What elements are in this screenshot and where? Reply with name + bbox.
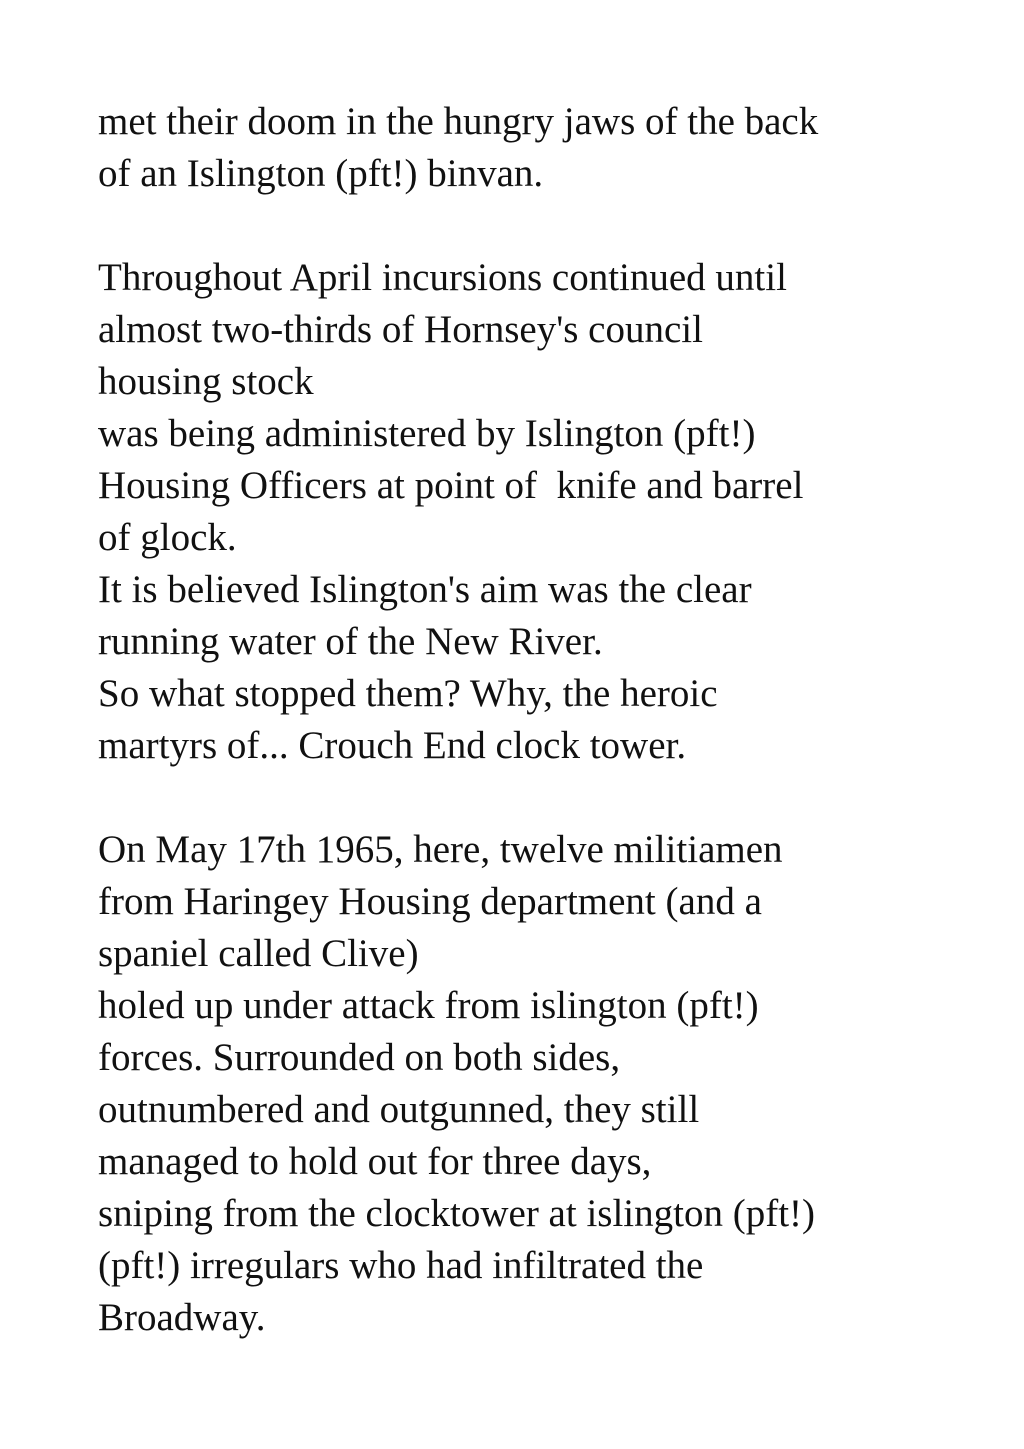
text-line: met their doom in the hungry jaws of the back <box>98 100 819 143</box>
text-line: of an Islington (pft!) binvan. <box>98 152 544 195</box>
text-line: was being administered by Islington (pft!) <box>98 412 756 455</box>
text-line: managed to hold out for three days, <box>98 1140 652 1183</box>
text-line: almost two-thirds of Hornsey's council <box>98 308 703 351</box>
text-line: from Haringey Housing department (and a <box>98 880 762 923</box>
text-line: spaniel called Clive) <box>98 932 419 975</box>
text-line: forces. Surrounded on both sides, <box>98 1036 621 1079</box>
body-text <box>98 96 978 1344</box>
text-line: (pft!) irregulars who had infiltrated the <box>98 1244 704 1287</box>
text-line: holed up under attack from islington (pft!) <box>98 984 759 1027</box>
text-line: Housing Officers at point of knife and barrel <box>98 464 804 507</box>
text-line: Broadway. <box>98 1296 266 1339</box>
paragraph-break <box>98 200 978 252</box>
text-line: running water of the New River. <box>98 620 603 663</box>
text-line: sniping from the clocktower at islington (pft!) <box>98 1192 816 1235</box>
text-line: Throughout April incursions continued until <box>98 256 787 299</box>
paragraph-break <box>98 772 978 824</box>
text-line: outnumbered and outgunned, they still <box>98 1088 700 1131</box>
text-line: So what stopped them? Why, the heroic <box>98 672 718 715</box>
text-line: of glock. <box>98 516 237 559</box>
text-line: housing stock <box>98 360 314 403</box>
text-line: It is believed Islington's aim was the clear <box>98 568 752 611</box>
text-line: On May 17th 1965, here, twelve militiamen <box>98 828 783 871</box>
text-line: martyrs of... Crouch End clock tower. <box>98 724 687 767</box>
